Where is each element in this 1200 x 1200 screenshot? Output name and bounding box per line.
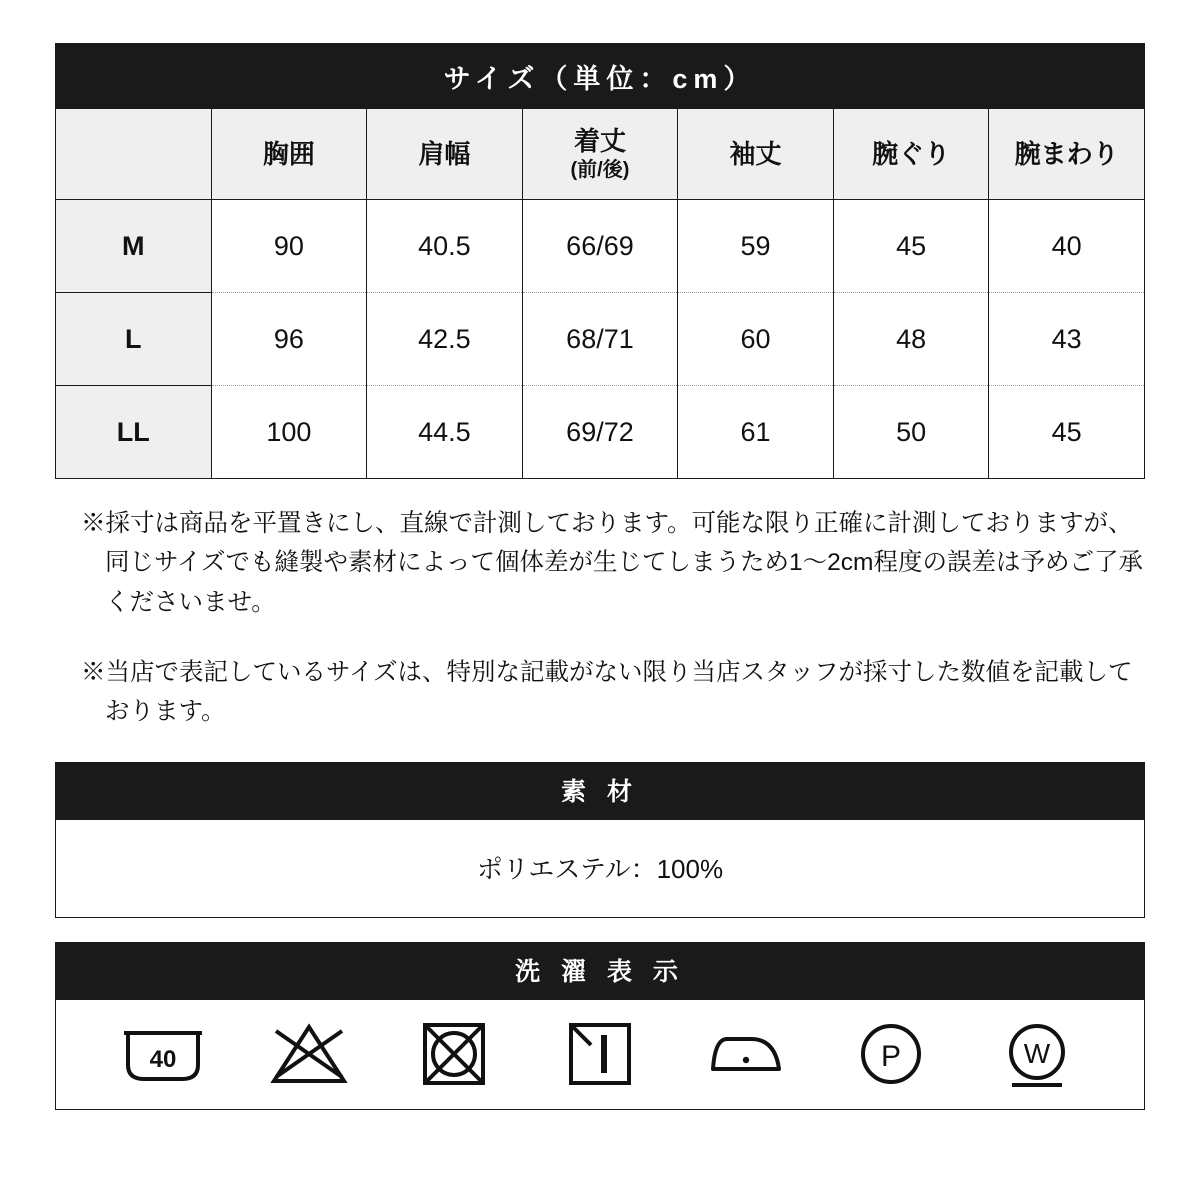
size-table-title-row	[56, 44, 1145, 109]
measurement-notes	[55, 504, 1145, 732]
size-table-title: サイズ（単位：cm）	[56, 44, 1145, 109]
col-head-length-sub: (前/後)	[570, 158, 630, 181]
size-table	[55, 43, 1145, 479]
note-measured-by-staff: ※当店で表記しているサイズは、特別な記載がない限り当店スタッフが採寸した数値を記載しております。	[81, 658, 1133, 726]
dry-clean-letter: P	[881, 1040, 902, 1074]
col-head-length	[522, 109, 678, 200]
col-head-armhole: 腕ぐり	[833, 109, 989, 200]
cell-ll-armhole: 50	[833, 386, 989, 479]
care-section	[55, 942, 1145, 1110]
cell-l-armwidth: 43	[989, 293, 1145, 386]
material-section-title: 素 材	[55, 762, 1145, 820]
cell-m-armwidth: 40	[989, 200, 1145, 293]
cell-m-sleeve: 59	[678, 200, 834, 293]
table-row	[56, 293, 1145, 386]
row-head-l: L	[56, 293, 212, 386]
row-head-ll: LL	[56, 386, 212, 479]
wash-temp-label: 40	[149, 1046, 177, 1074]
cell-l-sleeve: 60	[678, 293, 834, 386]
cell-l-bust: 96	[211, 293, 367, 386]
drip-dry-hang-icon	[554, 1015, 646, 1093]
size-table-header-row	[56, 109, 1145, 200]
col-head-armwidth: 腕まわり	[989, 109, 1145, 200]
col-head-shoulder: 肩幅	[367, 109, 523, 200]
iron-low-icon	[700, 1015, 792, 1093]
cell-ll-bust: 100	[211, 386, 367, 479]
wet-clean-letter: W	[1023, 1038, 1051, 1070]
table-row	[56, 200, 1145, 293]
cell-ll-length: 69/72	[522, 386, 678, 479]
cell-m-length: 66/69	[522, 200, 678, 293]
col-head-size	[56, 109, 212, 200]
col-head-length-main: 着丈	[573, 126, 626, 157]
material-value: ポリエステル：100%	[55, 820, 1145, 918]
no-tumble-dry-icon	[408, 1015, 500, 1093]
cell-m-shoulder: 40.5	[367, 200, 523, 293]
cell-l-shoulder: 42.5	[367, 293, 523, 386]
size-spec-page	[55, 43, 1145, 1110]
care-section-title: 洗 濯 表 示	[55, 942, 1145, 1000]
cell-m-bust: 90	[211, 200, 367, 293]
wash-40-icon	[117, 1015, 209, 1093]
cell-ll-sleeve: 61	[678, 386, 834, 479]
row-head-m: M	[56, 200, 212, 293]
no-bleach-icon	[263, 1015, 355, 1093]
cell-ll-armwidth: 45	[989, 386, 1145, 479]
col-head-bust: 胸囲	[211, 109, 367, 200]
cell-ll-shoulder: 44.5	[367, 386, 523, 479]
wet-clean-w-icon	[991, 1015, 1083, 1093]
col-head-sleeve: 袖丈	[678, 109, 834, 200]
cell-l-length: 68/71	[522, 293, 678, 386]
care-icon-row	[55, 1000, 1145, 1110]
cell-l-armhole: 48	[833, 293, 989, 386]
note-measurement-tolerance: ※採寸は商品を平置きにし、直線で計測しております。可能な限り正確に計測しておりますが、同じサイズでも縫製や素材によって個体差が生じてしまうため1〜2cm程度の誤差は予めご了承くださいませ。	[81, 509, 1143, 616]
table-row	[56, 386, 1145, 479]
cell-m-armhole: 45	[833, 200, 989, 293]
material-section	[55, 762, 1145, 918]
dry-clean-p-icon	[845, 1015, 937, 1093]
